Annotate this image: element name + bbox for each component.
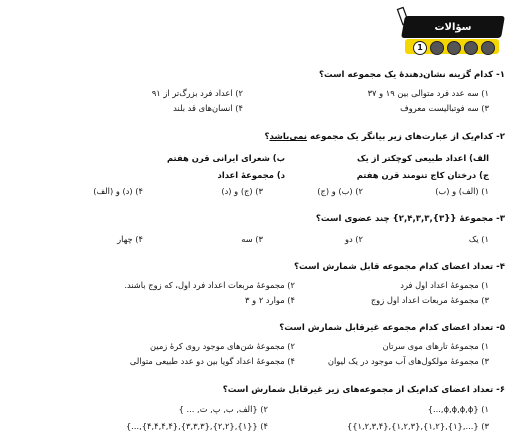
question-text-underlined: نمی‌باشد xyxy=(269,132,308,142)
q5-option-4: ۴) مجموعهٔ اعداد گویا بین دو عدد طبیعی متوالی xyxy=(129,356,295,366)
q1-option-1: ۱) سه عدد فرد متوالی بین ۱۹ و ۳۷ xyxy=(367,88,489,98)
q2-option-3: ۳) (ج) و (د) xyxy=(221,186,263,196)
q6-option-4: ۴) {{۱},{۲,۲},{۳,۳,۳},{۴,۴,۴,۴},...} xyxy=(125,421,268,431)
question-number: ۲- xyxy=(496,132,505,142)
q1-option-4: ۴) انسان‌های قد بلند xyxy=(173,103,243,113)
q5-option-3: ۳) مجموعهٔ مولکول‌های آب موجود در یک لیوان xyxy=(327,356,489,366)
question-number: ۶- xyxy=(496,385,505,395)
q5-option-1: ۱) مجموعهٔ تارهای موی سرتان xyxy=(382,341,489,351)
q3-option-3: ۳) سه xyxy=(241,234,263,244)
question-4 xyxy=(294,262,505,272)
question-text: کدام گزینه نشان‌دهندهٔ یک مجموعه است؟ xyxy=(319,70,494,80)
q2-statement-a: الف) اعداد طبیعی کوچکتر از یک xyxy=(357,153,489,163)
q6-option-3: ۳) {...,{۱},{۱,۲},{۱,۲,۳},{۱,۲,۳,۴}} xyxy=(346,421,489,431)
q3-option-4: ۴) چهار xyxy=(117,234,143,244)
question-number: ۵- xyxy=(496,323,505,333)
logo-circle xyxy=(430,41,444,55)
q2-option-1: ۱) (الف) و (ب) xyxy=(435,186,489,196)
q3-option-2: ۲) دو xyxy=(344,234,363,244)
question-number: ۱- xyxy=(496,70,505,80)
question-text: مجموعهٔ {{۳},۲,۴,۳,۳} چند عضوی است؟ xyxy=(315,214,494,224)
q1-option-3: ۳) سه فوتبالیست معروف xyxy=(400,103,489,113)
question-text: تعداد اعضای کدام‌یک از مجموعه‌های زیر غیرقابل شمارش است؟ xyxy=(222,385,494,395)
logo-banner-text: سؤالات xyxy=(434,22,472,33)
question-6 xyxy=(223,385,505,395)
logo-circle xyxy=(447,41,461,55)
q2-statement-d: د) مجموعهٔ اعداد xyxy=(217,170,285,180)
question-1 xyxy=(319,70,505,80)
logo-circles xyxy=(413,41,495,55)
q4-option-1: ۱) مجموعهٔ اعداد اول فرد xyxy=(400,280,489,290)
q2-option-4: ۴) (د) و (الف) xyxy=(93,186,143,196)
question-3 xyxy=(316,214,505,224)
question-text-end: ؟ xyxy=(264,132,270,142)
question-text: تعداد اعضای کدام مجموعه قابل شمارش است؟ xyxy=(294,262,494,272)
logo-badge-number: 1 xyxy=(413,41,427,55)
q6-option-2: ۲) {الف, ب, پ, ت, ... } xyxy=(178,404,268,414)
q2-statement-c: ج) درختان کاج تنومند قرن هفتم xyxy=(356,170,489,180)
question-2 xyxy=(264,132,505,142)
q4-option-2: ۲) مجموعهٔ مربعات اعداد فرد اول، که زوج باشند. xyxy=(124,280,295,290)
q4-option-4: ۴) موارد ۲ و ۳ xyxy=(245,295,295,305)
q5-option-2: ۲) مجموعهٔ شن‌های موجود روی کرهٔ زمین xyxy=(150,341,295,351)
q6-option-1: ۱) {ϕ,ϕ,ϕ,ϕ,...} xyxy=(427,404,489,414)
q3-option-1: ۱) یک xyxy=(468,234,489,244)
question-number: ۴- xyxy=(496,262,505,272)
question-text: کدام‌یک از عبارت‌های زیر بیانگر یک مجموعه xyxy=(310,132,494,142)
question-text: تعداد اعضای کدام مجموعه غیرقابل شمارش است؟ xyxy=(279,323,494,333)
logo-circle xyxy=(464,41,478,55)
question-5 xyxy=(279,323,505,333)
section-logo xyxy=(395,6,507,56)
question-number: ۳- xyxy=(496,214,505,224)
q4-option-3: ۳) مجموعهٔ مربعات اعداد اول زوج xyxy=(370,295,489,305)
logo-circle xyxy=(481,41,495,55)
q2-option-2: ۲) (ب) و (ج) xyxy=(317,186,363,196)
q2-statement-b: ب) شعرای ایرانی قرن هفتم xyxy=(166,153,285,163)
q1-option-2: ۲) اعداد فرد بزرگ‌تر از ۹۱ xyxy=(151,88,243,98)
